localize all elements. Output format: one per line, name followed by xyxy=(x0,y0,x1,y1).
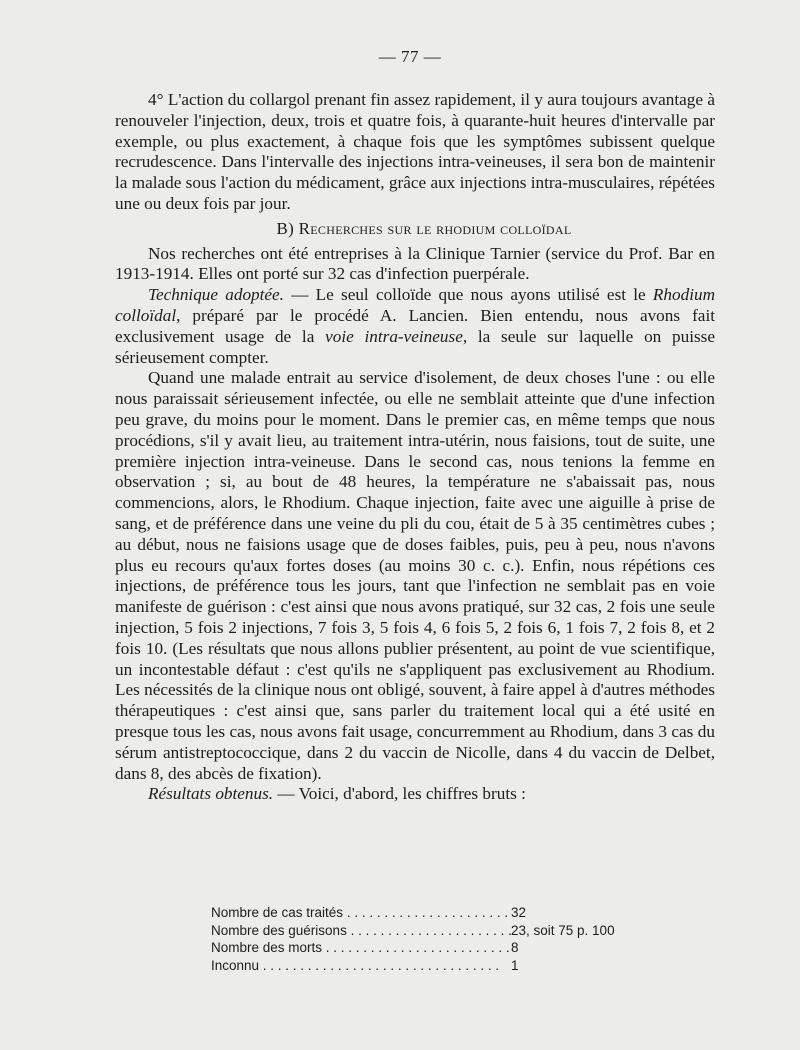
stat-label: Inconnu . . . xyxy=(211,957,511,975)
section-heading xyxy=(115,219,715,240)
paragraph-collargol-action: 4° L'action du collargol prenant fin assez rapidement, il y aura toujours avantage à renouveler l'injection, deux, trois et quatre fois, à quarante-huit heures d'intervalle par exemple, ou plus exactement, à chaque fois que les symptômes subissent quelque recrudescence. Dans l'intervalle des injections intra-veineuses, il sera bon de maintenir la malade sous l'action du médicament, grâce aux injections intra-musculaires, répétées une ou deux fois par jour. xyxy=(115,90,715,213)
paragraph-procedure: Quand une malade entrait au service d'isolement, de deux choses l'une : ou elle nous paraissait sérieusement infectée, ou elle ne semblait atteinte que d'une infection peu grave, du moins pour le moment. Dans le premier cas, en même temps que nous procédions, s'il y avait lieu, au traitement intra-utérin, nous faisions, tout de suite, une première injection intra-veineuse. Dans le second cas, nous tenions la femme en observation ; si, au bout de 48 heures, la température ne s'abaissait pas, nous commencions, alors, le Rhodium. Chaque injection, faite avec une aiguille à prise de sang, et de préférence dans une veine du pli du cou, était de 5 à 35 centimètres cubes ; au début, nous ne faisions usage que de doses faibles, puis, peu à peu, nous n'avons plus eu recours qu'aux fortes doses (au moins 30 c. c.). Enfin, nous répétions ces injections, de préférence tous les jours, tant que l'infection ne semblait pas en voie manifeste de guérison : c'est ainsi que nous avons pratiqué, sur 32 cas, 2 fois une seule injection, 5 fois 2 injections, 7 fois 3, 5 fois 4, 6 fois 5, 2 fois 6, 1 fois 7, 2 fois 8, et 2 fois 10. (Les résultats que nous allons publier présentent, au point de vue scientifique, un incontestable défaut : c'est qu'ils ne s'appliquent pas exclusivement au Rhodium. Les nécessités de la clinique nous ont obligé, souvent, à faire appel à d'autres méthodes thérapeutiques : c'est ainsi que, sans parler du traitement local qui a été usité en presque tous les cas, nous avons fait usage, concurremment au Rhodium, dans 3 cas du sérum antistreptococcique, dans 2 du vaccin de Nicolle, dans 4 du vaccin de Delbet, dans 8, des abcès de fixation). xyxy=(115,368,715,783)
technique-lead: Technique adoptée. xyxy=(148,285,284,305)
results-lead: Résultats obtenus. xyxy=(148,784,274,804)
section-heading-title: Recherches sur le rhodium colloïdal xyxy=(298,218,572,238)
technique-voie: voie intra-veineuse xyxy=(325,326,463,346)
section-heading-letter: B) xyxy=(276,218,295,238)
stat-label: Nombre des guérisons . . . xyxy=(211,922,511,940)
body-text xyxy=(115,90,715,805)
paragraph-results-intro xyxy=(115,784,715,805)
page-number: — 77 — xyxy=(378,47,442,66)
technique-text-a: — Le seul colloïde que nous ayons utilisé est le xyxy=(283,285,653,305)
table-row xyxy=(211,939,671,957)
stat-value: 23, soit 75 p. 100 xyxy=(511,922,615,938)
stat-label: Nombre des morts . . . xyxy=(211,939,511,957)
stat-value: 8 xyxy=(511,940,519,956)
technique-rhodium: Rhodium colloïdal xyxy=(115,285,715,325)
stat-value: 1 xyxy=(511,957,519,973)
table-row xyxy=(211,922,671,940)
stat-label: Nombre de cas traités . . . xyxy=(211,904,511,922)
technique-text-c: , la seule sur laquelle on puisse sérieusement compter. xyxy=(115,326,715,367)
technique-text-b: , préparé par le procédé A. Lancien. Bien entendu, nous avons fait exclusivement usage de la xyxy=(115,305,715,346)
table-row xyxy=(211,904,671,922)
table-row xyxy=(211,957,671,975)
paragraph-technique xyxy=(115,285,715,368)
results-table xyxy=(211,904,671,974)
stat-value: 32 xyxy=(511,905,527,920)
results-text: — Voici, d'abord, les chiffres bruts : xyxy=(273,784,526,804)
paragraph-research-context: Nos recherches ont été entreprises à la Clinique Tarnier (service du Prof. Bar en 1913-1914. Elles ont porté sur 32 cas d'infection puerpérale. xyxy=(115,243,715,284)
